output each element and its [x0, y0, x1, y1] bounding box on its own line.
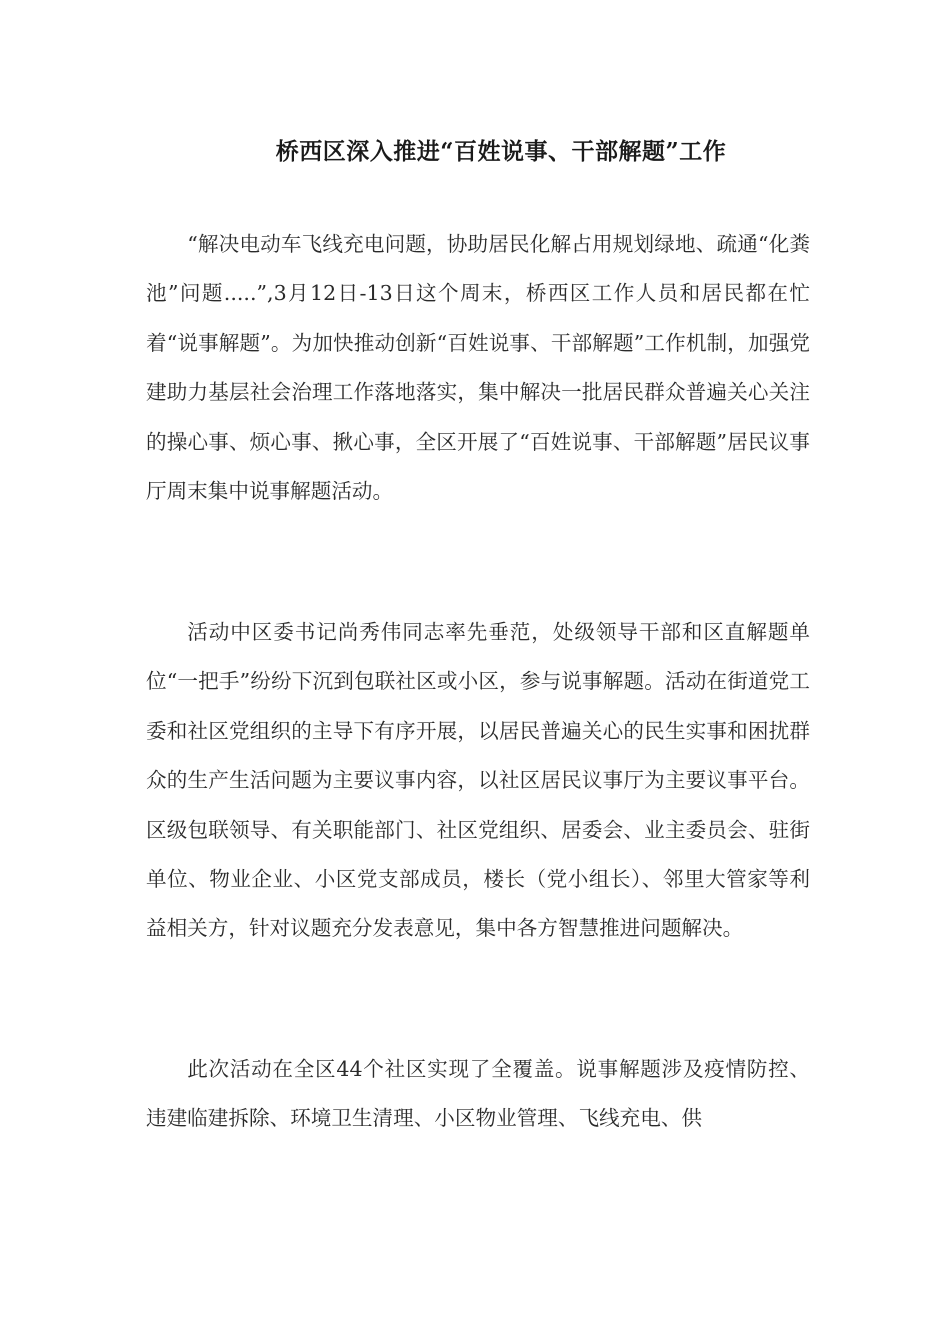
paragraph-1: “解决电动车飞线充电问题，协助居民化解占用规划绿地、疏通“化粪池”问题.....”,3月12日-13日这个周末，桥西区工作人员和居民都在忙着“说事解题”。为加快推动创新“百姓说事、干部解题”工作机制，加强党建助力基层社会治理工作落地落实，集中解决一批居民群众普遍关心关注的操心事、烦心事、揪心事，全区开展了“百姓说事、干部解题”居民议事厅周末集中说事解题活动。 [146, 232, 810, 504]
paragraph-2: 活动中区委书记尚秀伟同志率先垂范，处级领导干部和区直解题单位“一把手”纷纷下沉到包联社区或小区，参与说事解题。活动在街道党工委和社区党组织的主导下有序开展，以居民普遍关心的民生实事和困扰群众的生产生活问题为主要议事内容，以社区居民议事厅为主要议事平台。区级包联领导、有关职能部门、社区党组织、居委会、业主委员会、驻街单位、物业企业、小区党支部成员，楼长（党小组长）、邻里大管家等利益相关方，针对议题充分发表意见，集中各方智慧推进问题解决。 [146, 620, 810, 941]
document-title: 桥西区深入推进“百姓说事、干部解题”工作 [275, 138, 727, 165]
paragraph-3: 此次活动在全区44个社区实现了全覆盖。说事解题涉及疫情防控、违建临建拆除、环境卫生清理、小区物业管理、飞线充电、供 [146, 1057, 810, 1131]
